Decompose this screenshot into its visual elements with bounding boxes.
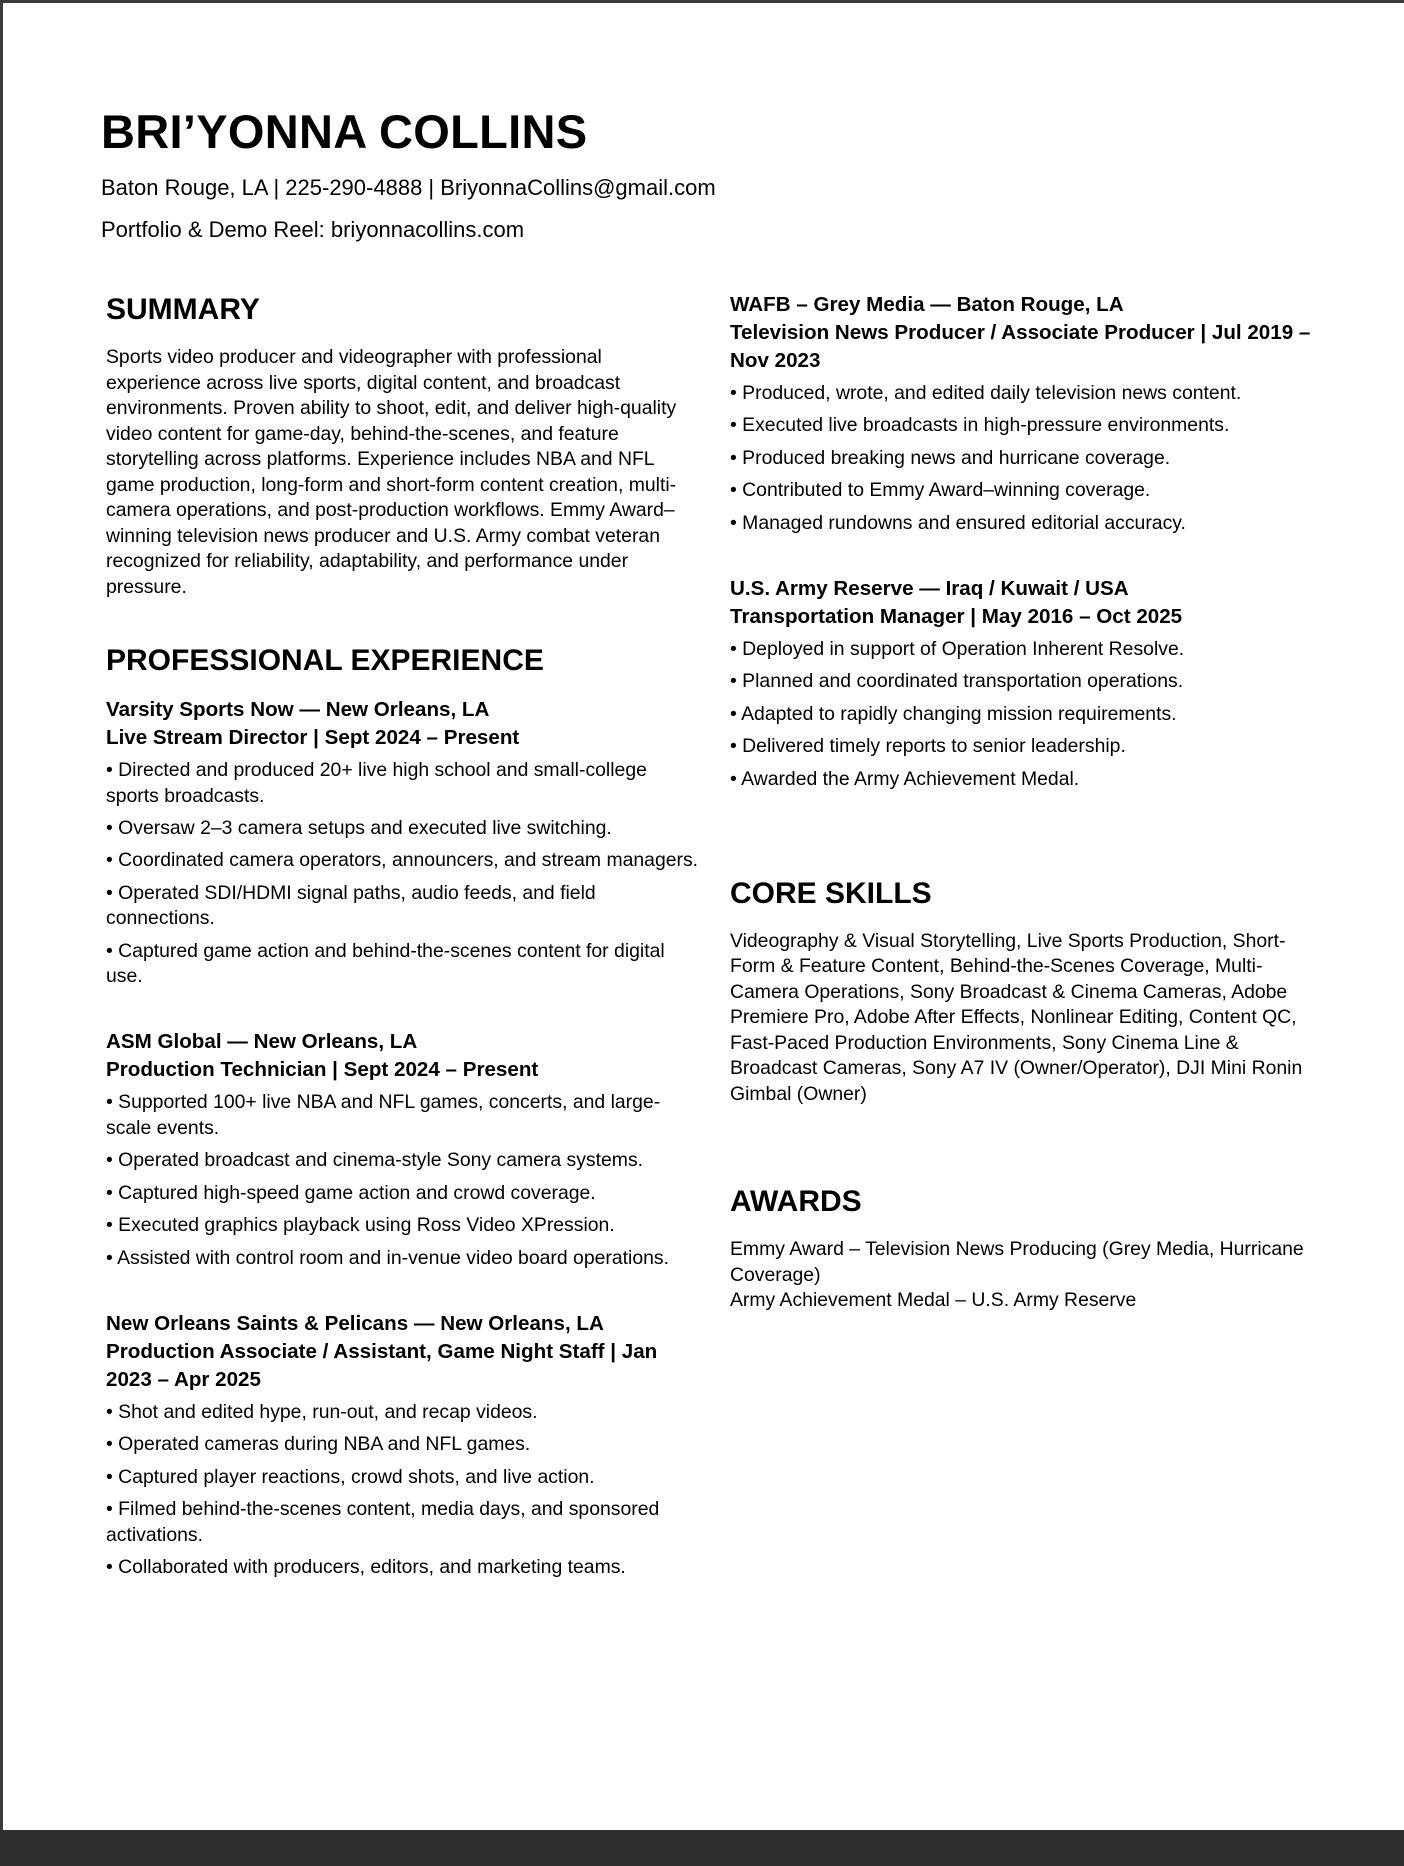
- job-bullet: • Directed and produced 20+ live high school and small-college sports broadcasts.: [106, 759, 647, 807]
- job-us-army-reserve: [730, 575, 1330, 792]
- job-org-line: Varsity Sports Now — New Orleans, LA: [106, 698, 490, 721]
- candidate-name: BRI’YONNA COLLINS: [101, 105, 588, 158]
- job-bullet: • Contributed to Emmy Award–winning coverage.: [730, 479, 1151, 502]
- job-bullet: • Oversaw 2–3 camera setups and executed live switching.: [106, 816, 612, 839]
- awards-heading: AWARDS: [730, 1185, 862, 1219]
- skills-heading: CORE SKILLS: [730, 876, 932, 910]
- job-bullets: [106, 1090, 701, 1271]
- job-bullet: • Assisted with control room and in-venue video board operations.: [106, 1246, 669, 1269]
- job-role-line: Transportation Manager | May 2016 – Oct 2025: [730, 604, 1183, 628]
- job-bullet: • Filmed behind-the-scenes content, media days, and sponsored activations.: [106, 1498, 660, 1546]
- job-bullets: [730, 637, 1330, 792]
- job-wafb-grey-media: [730, 291, 1330, 536]
- resume-header: [101, 103, 1301, 257]
- job-bullet: • Operated broadcast and cinema-style Sony camera systems.: [106, 1149, 644, 1172]
- job-bullets: [106, 758, 701, 990]
- right-column: [730, 291, 1330, 1314]
- job-varsity-sports-now: [106, 696, 701, 990]
- job-role-line: Production Technician | Sept 2024 – Present: [106, 1058, 539, 1082]
- job-bullet: • Awarded the Army Achievement Medal.: [730, 767, 1080, 790]
- job-bullet: • Captured high-speed game action and crowd coverage.: [106, 1181, 596, 1204]
- job-asm-global: [106, 1028, 701, 1271]
- job-bullet: • Adapted to rapidly changing mission requirements.: [730, 702, 1177, 725]
- contact-line: Baton Rouge, LA | 225-290-4888 | BriyonnaCollins@gmail.com: [101, 175, 716, 200]
- job-bullets: [730, 381, 1330, 536]
- job-bullet: • Captured player reactions, crowd shots, and live action.: [106, 1465, 595, 1488]
- job-bullet: • Managed rundowns and ensured editorial accuracy.: [730, 511, 1186, 534]
- summary-heading: SUMMARY: [106, 293, 260, 326]
- job-bullet: • Operated cameras during NBA and NFL games.: [106, 1433, 531, 1456]
- job-bullet: • Executed graphics playback using Ross Video XPression.: [106, 1214, 615, 1237]
- job-bullet: • Delivered timely reports to senior leadership.: [730, 735, 1126, 758]
- award-item: Emmy Award – Television News Producing (Grey Media, Hurricane Coverage): [730, 1238, 1304, 1286]
- job-org-line: WAFB – Grey Media — Baton Rouge, LA: [730, 293, 1124, 316]
- job-saints-pelicans: [106, 1310, 701, 1581]
- job-bullet: • Planned and coordinated transportation operations.: [730, 670, 1184, 693]
- job-role-line: Production Associate / Assistant, Game Night Staff | Jan 2023 – Apr 2025: [106, 1339, 658, 1391]
- summary-text: Sports video producer and videographer with professional experience across live sports, digital content, and broadcast environments. Proven ability to shoot, edit, and deliver high-quality video content for game-day, behind-the-scenes, and feature storytelling across platforms. Experience includes NBA and NFL game production, long-form and short-form content creation, multi-camera operations, and post-production workflows. Emmy Award–winning television news producer and U.S. Army combat veteran recognized for reliability, adaptability, and performance under pressure.: [106, 346, 677, 598]
- job-bullet: • Operated SDI/HDMI signal paths, audio feeds, and field connections.: [106, 881, 596, 930]
- job-bullet: • Shot and edited hype, run-out, and recap videos.: [106, 1400, 538, 1423]
- job-bullet: • Produced breaking news and hurricane coverage.: [730, 446, 1171, 469]
- job-role-line: Live Stream Director | Sept 2024 – Present: [106, 726, 520, 749]
- job-bullet: • Supported 100+ live NBA and NFL games, concerts, and large-scale events.: [106, 1091, 661, 1139]
- award-item: Army Achievement Medal – U.S. Army Reserve: [730, 1289, 1137, 1312]
- job-bullet: • Deployed in support of Operation Inherent Resolve.: [730, 637, 1185, 660]
- job-bullets: [106, 1400, 701, 1581]
- job-bullet: • Captured game action and behind-the-scenes content for digital use.: [106, 939, 665, 988]
- job-org-line: ASM Global — New Orleans, LA: [106, 1030, 418, 1054]
- job-bullet: • Coordinated camera operators, announcers, and stream managers.: [106, 849, 699, 872]
- job-bullet: • Executed live broadcasts in high-pressure environments.: [730, 414, 1230, 437]
- portfolio-line: Portfolio & Demo Reel: briyonnacollins.com: [101, 217, 525, 242]
- job-org-line: New Orleans Saints & Pelicans — New Orleans, LA: [106, 1311, 604, 1335]
- left-column: [106, 291, 701, 1587]
- job-bullet: • Produced, wrote, and edited daily television news content.: [730, 382, 1242, 404]
- skills-text: Videography & Visual Storytelling, Live Sports Production, Short-Form & Feature Content, Behind-the-Scenes Coverage, Multi-Camera Operations, Sony Broadcast & Cinema Cameras, Adobe Premiere Pro, Adobe After Effects, Nonlinear Editing, Content QC, Fast-Paced Production Environments, Sony Cinema Line & Broadcast Cameras, Sony A7 IV (Owner/Operator), DJI Mini Ronin Gimbal (Owner): [730, 929, 1303, 1105]
- job-bullet: • Collaborated with producers, editors, and marketing teams.: [106, 1555, 626, 1578]
- job-role-line: Television News Producer / Associate Producer | Jul 2019 – Nov 2023: [730, 321, 1311, 372]
- job-org-line: U.S. Army Reserve — Iraq / Kuwait / USA: [730, 576, 1129, 600]
- experience-heading: PROFESSIONAL EXPERIENCE: [106, 644, 544, 677]
- awards-list: [730, 1237, 1330, 1314]
- viewer-bottom-bar: [0, 1830, 1404, 1866]
